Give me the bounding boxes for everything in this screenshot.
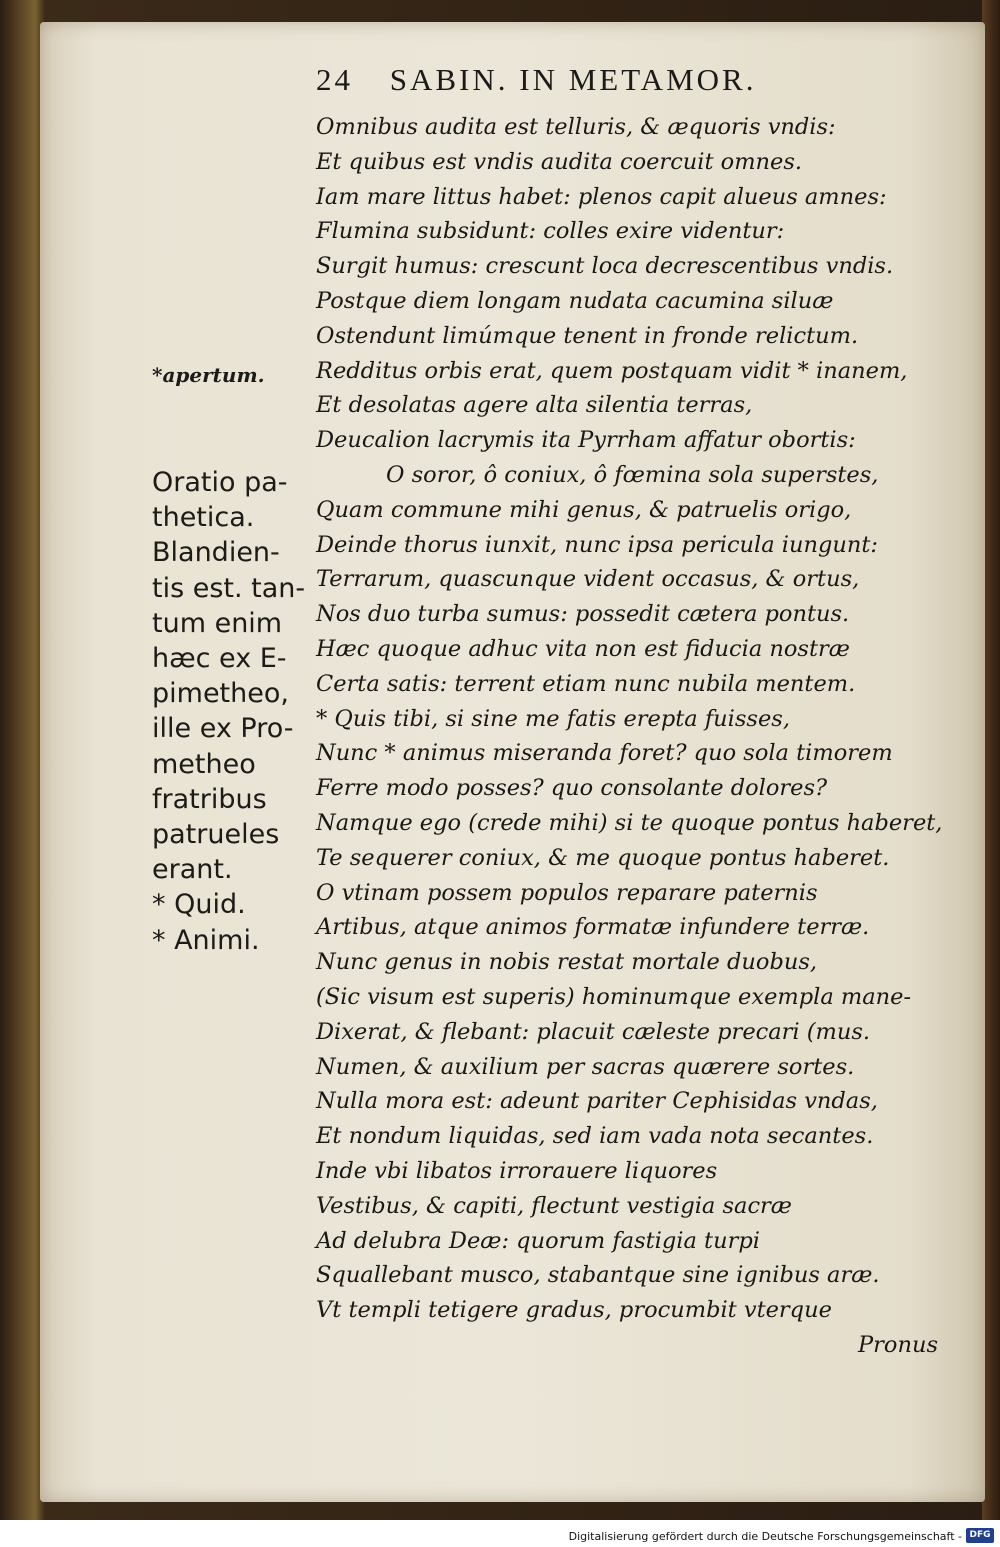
verse-line: Artibus, atque animos formatæ infundere terræ. <box>316 914 870 941</box>
verse-text <box>316 110 956 1363</box>
verse-line: Numen, & auxilium per sacras quærere sortes. <box>316 1053 855 1080</box>
running-head <box>316 62 876 106</box>
verse-line: Ferre modo posses? quo consolante dolores? <box>316 775 828 802</box>
funding-credit: Digitalisierung gefördert durch die Deutsche Forschungsgemeinschaft - <box>568 1530 962 1543</box>
verse-line: Nos duo turba sumus: possedit cætera pontus. <box>316 601 850 628</box>
verse-line: Vestibus, & capiti, flectunt vestigia sacræ <box>316 1192 792 1219</box>
verse-line: Nulla mora est: adeunt pariter Cephisidas vndas, <box>316 1088 878 1115</box>
margin-gloss-line: thetica. <box>152 502 255 534</box>
verse-line: Vt templi tetigere gradus, procumbit vterque <box>316 1297 832 1324</box>
verse-line: Ad delubra Deæ: quorum fastigia turpi <box>316 1227 760 1254</box>
verse-line: Dixerat, & flebant: placuit cæleste precari (mus. <box>316 1018 871 1045</box>
verse-line: Et desolatas agere alta silentia terras, <box>316 392 753 419</box>
verse-line: Ostendunt limúmque tenent in fronde relictum. <box>316 322 859 349</box>
verse-line: Deucalion lacrymis ita Pyrrham affatur obortis: <box>316 427 856 454</box>
verse-line: Terrarum, quascunque vident occasus, & ortus, <box>316 566 860 593</box>
page-number: 24 <box>316 62 353 97</box>
margin-gloss-line: Oratio pa- <box>152 467 288 498</box>
margin-gloss-line: Blandien- <box>152 537 280 569</box>
margin-gloss-line: tis est. tan- <box>152 572 306 604</box>
margin-gloss-line: * Quid. <box>152 889 246 921</box>
verse-line: Te sequerer coniux, & me quoque pontus haberet. <box>316 844 890 871</box>
verse-line: Inde vbi libatos irrorauere liquores <box>316 1157 718 1184</box>
margin-gloss-line: hæc ex E- <box>152 643 287 675</box>
margin-gloss <box>152 465 312 958</box>
running-title: SABIN. IN METAMOR. <box>389 62 757 97</box>
margin-gloss-line: ille ex Pro- <box>152 713 294 745</box>
verse-line: Namque ego (crede mihi) si te quoque pontus haberet, <box>316 809 943 836</box>
margin-gloss-line: patrueles <box>152 819 280 851</box>
margin-gloss-line: metheo <box>152 748 256 780</box>
margin-gloss-line: erant. <box>152 854 233 886</box>
verse-line: Nunc * animus miseranda foret? quo sola timorem <box>316 740 893 767</box>
verse-line: O vtinam possem populos reparare paternis <box>316 879 818 906</box>
verse-line: Flumina subsidunt: colles exire videntur: <box>316 218 785 245</box>
verse-line: Et nondum liquidas, sed iam vada nota secantes. <box>316 1123 874 1150</box>
verse-line: Nunc genus in nobis restat mortale duobus, <box>316 949 818 976</box>
margin-gloss-line: fratribus <box>152 783 267 815</box>
margin-gloss-line: tum enim <box>152 607 283 639</box>
verse-line: Redditus orbis erat, quem postquam vidit * inanem, <box>316 357 908 384</box>
verse-line: Et quibus est vndis audita coercuit omnes. <box>316 148 803 175</box>
verse-line: O soror, ô coniux, ô fœmina sola superstes, <box>386 461 879 488</box>
dfg-logo-icon: DFG <box>966 1528 994 1543</box>
margin-gloss-line: pimetheo, <box>152 678 289 710</box>
verse-line: * Quis tibi, si sine me fatis erepta fuisses, <box>316 705 790 732</box>
margin-gloss-line: * Animi. <box>152 924 260 956</box>
verse-line: Omnibus audita est telluris, & æquoris vndis: <box>316 114 836 140</box>
verse-line: Postque diem longam nudata cacumina siluæ <box>316 287 834 314</box>
verse-line: Quam commune mihi genus, & patruelis origo, <box>316 496 852 523</box>
verse-line: (Sic visum est superis) hominumque exempla mane- <box>316 983 912 1010</box>
verse-line: Deinde thorus iunxit, nunc ipsa pericula iungunt: <box>316 531 878 558</box>
verse-line: Squallebant musco, stabantque sine ignibus aræ. <box>316 1262 880 1289</box>
catchword: Pronus <box>858 1331 938 1358</box>
verse-line: Iam mare littus habet: plenos capit alueus amnes: <box>316 183 887 210</box>
verse-line: Surgit humus: crescunt loca decrescentibus vndis. <box>316 253 894 280</box>
margin-gloss-apertum: *apertum. <box>152 363 265 387</box>
verse-line: Certa satis: terrent etiam nunc nubila mentem. <box>316 670 856 697</box>
verse-line: Hæc quoque adhuc vita non est fiducia nostræ <box>316 635 850 662</box>
